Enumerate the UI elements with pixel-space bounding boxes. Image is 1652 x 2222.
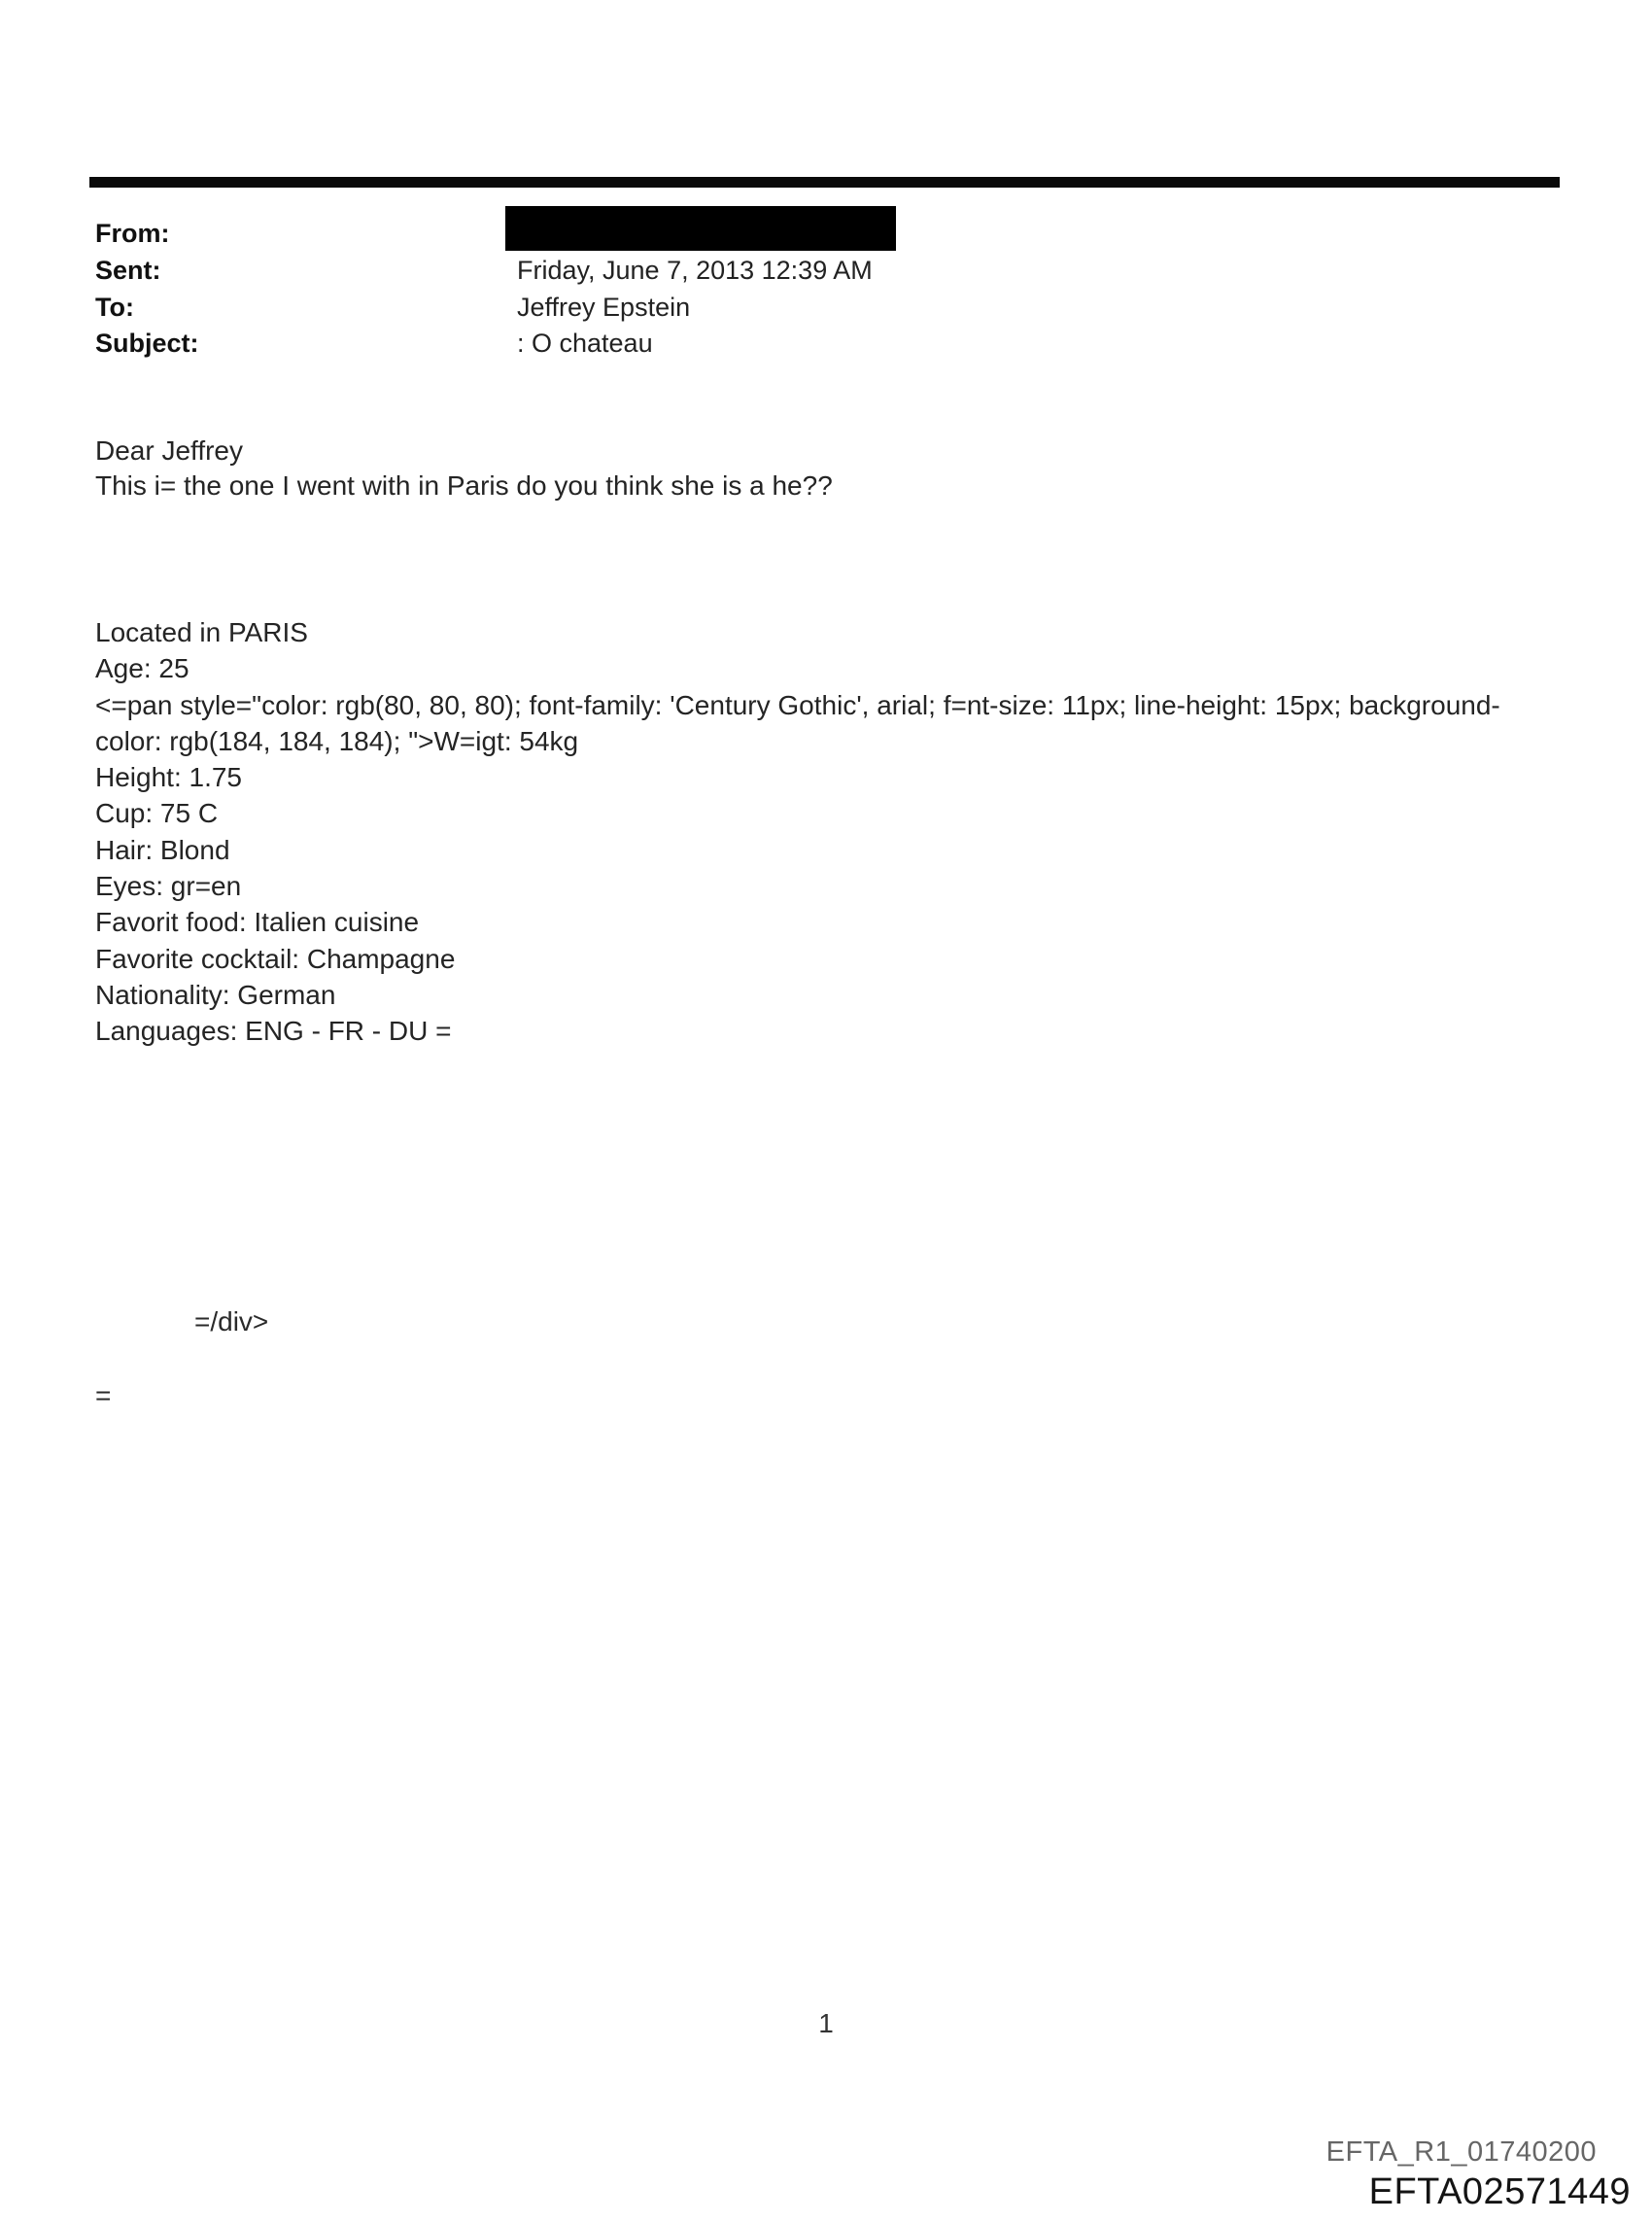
mime-closing-div-fragment: =/div> [194,1306,269,1337]
profile-line-age: Age: 25 [95,653,189,684]
profile-line-located: Located in PARIS [95,617,308,647]
page-number: 1 [818,2008,834,2038]
bates-number-primary: EFTA02571449 [1368,2171,1631,2212]
profile-line-favorite-cocktail: Favorite cocktail: Champagne [95,943,456,974]
header-value-sent: Friday, June 7, 2013 12:39 AM [517,256,873,285]
profile-line-hair: Hair: Blond [95,834,230,865]
profile-line-html-artifact-2: color: rgb(184, 184, 184); ">W=igt: 54kg [95,725,579,756]
greeting-line: Dear Jeffrey [95,435,243,466]
header-label-subject: Subject: [95,329,199,358]
header-divider-rule [89,177,1560,188]
header-label-sent: Sent: [95,256,161,285]
header-row-to [95,295,690,321]
header-label-from: From: [95,219,170,248]
bates-number-secondary: EFTA_R1_01740200 [1325,2136,1597,2168]
profile-line-eyes: Eyes: gr=en [95,871,242,902]
trailing-equals-sign: = [95,1380,112,1410]
redaction-bar-from-address [505,206,896,251]
profile-list [95,614,1500,1050]
header-row-sent [95,258,873,284]
profile-line-nationality: Nationality: German [95,979,336,1010]
profile-line-height: Height: 1.75 [95,762,242,793]
profile-line-favorit-food: Favorit food: Italien cuisine [95,907,420,938]
profile-line-html-artifact-1: <=pan style="color: rgb(80, 80, 80); font-family: 'Century Gothic', arial; f=nt-size: 11px; line-height: 15px; background- [95,689,1500,720]
header-label-to: To: [95,293,134,322]
intro-line: This i= the one I went with in Paris do you think she is a he?? [95,470,833,501]
header-row-from [95,221,517,247]
profile-line-cup: Cup: 75 C [95,798,219,829]
email-body-intro [95,434,833,503]
header-row-subject [95,330,653,357]
header-value-subject: : O chateau [517,329,653,358]
header-value-to: Jeffrey Epstein [517,293,691,322]
profile-line-languages: Languages: ENG - FR - DU = [95,1016,452,1047]
